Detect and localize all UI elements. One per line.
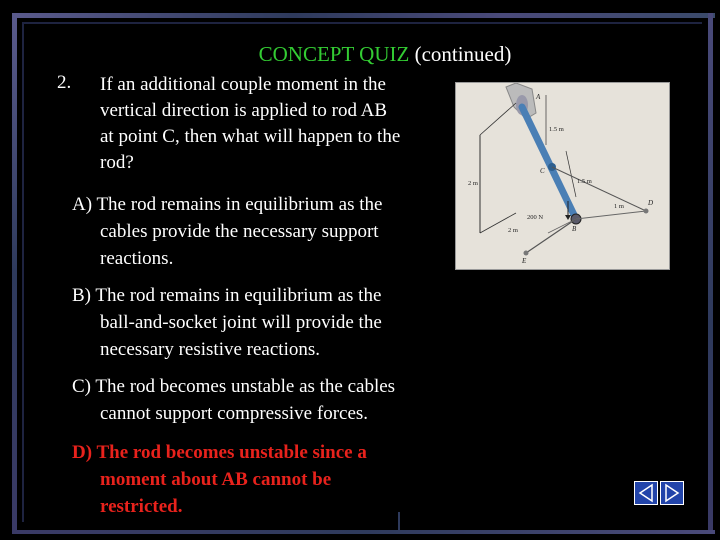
cable-be <box>526 219 576 253</box>
cable-bd <box>576 211 646 219</box>
next-slide-button[interactable] <box>660 481 684 505</box>
label-d: D <box>648 199 654 207</box>
inner-border-top <box>22 22 702 24</box>
option-line: A) The rod remains in equilibrium as the <box>72 194 383 215</box>
option-line: cables provide the necessary support <box>100 221 379 242</box>
option-line: moment about AB cannot be <box>100 469 332 490</box>
dim-ext-top <box>480 103 516 135</box>
option-line: ball-and-socket joint will provide the <box>100 312 382 333</box>
border-top <box>12 13 715 18</box>
question-line: rod? <box>100 152 134 173</box>
question-line: vertical direction is applied to rod AB <box>100 100 388 121</box>
label-c: C <box>540 167 545 175</box>
option-line: B) The rod remains in equilibrium as the <box>72 285 382 306</box>
border-left <box>12 13 17 533</box>
rod-cable-diagram <box>455 82 670 270</box>
label-dim-15m-top: 1.5 m <box>549 126 564 133</box>
label-dim-15m-right: 1.5 m <box>577 178 592 185</box>
option-line: C) The rod becomes unstable as the cables <box>72 376 396 397</box>
option-c <box>72 373 452 427</box>
question-number: 2. <box>57 72 72 93</box>
option-b <box>72 282 452 363</box>
question-text <box>100 72 455 176</box>
option-line: necessary resistive reactions. <box>100 339 320 360</box>
label-b: B <box>572 225 577 233</box>
label-dim-1m: 1 m <box>614 203 624 210</box>
option-d-correct-answer <box>72 439 452 520</box>
border-right <box>708 13 713 533</box>
question-line: If an additional couple moment in the <box>100 74 386 95</box>
inner-border-left <box>22 22 24 522</box>
option-line: D) The rod becomes unstable since a <box>72 442 367 463</box>
label-dim-2m-left: 2 m <box>468 180 478 187</box>
option-line: reactions. <box>100 248 174 269</box>
option-line: restricted. <box>100 496 183 517</box>
anchor-e <box>524 251 529 256</box>
option-a <box>72 191 452 272</box>
label-e: E <box>522 257 527 265</box>
previous-slide-button[interactable] <box>634 481 658 505</box>
option-line: cannot support compressive forces. <box>100 403 369 424</box>
rod-diagram-svg <box>456 83 669 269</box>
label-dim-2m-bottom: 2 m <box>508 227 518 234</box>
anchor-d <box>644 209 649 214</box>
title-suffix: (continued) <box>414 42 512 66</box>
previous-slide-icon <box>635 482 657 504</box>
border-bottom <box>12 530 715 534</box>
question-line: at point C, then what will happen to the <box>100 126 401 147</box>
next-slide-icon <box>661 482 683 504</box>
title-main: CONCEPT QUIZ <box>258 42 410 66</box>
force-arrowhead <box>565 215 571 220</box>
label-force: 200 N <box>527 214 544 221</box>
slide-title <box>0 42 720 67</box>
label-a: A <box>536 93 541 101</box>
